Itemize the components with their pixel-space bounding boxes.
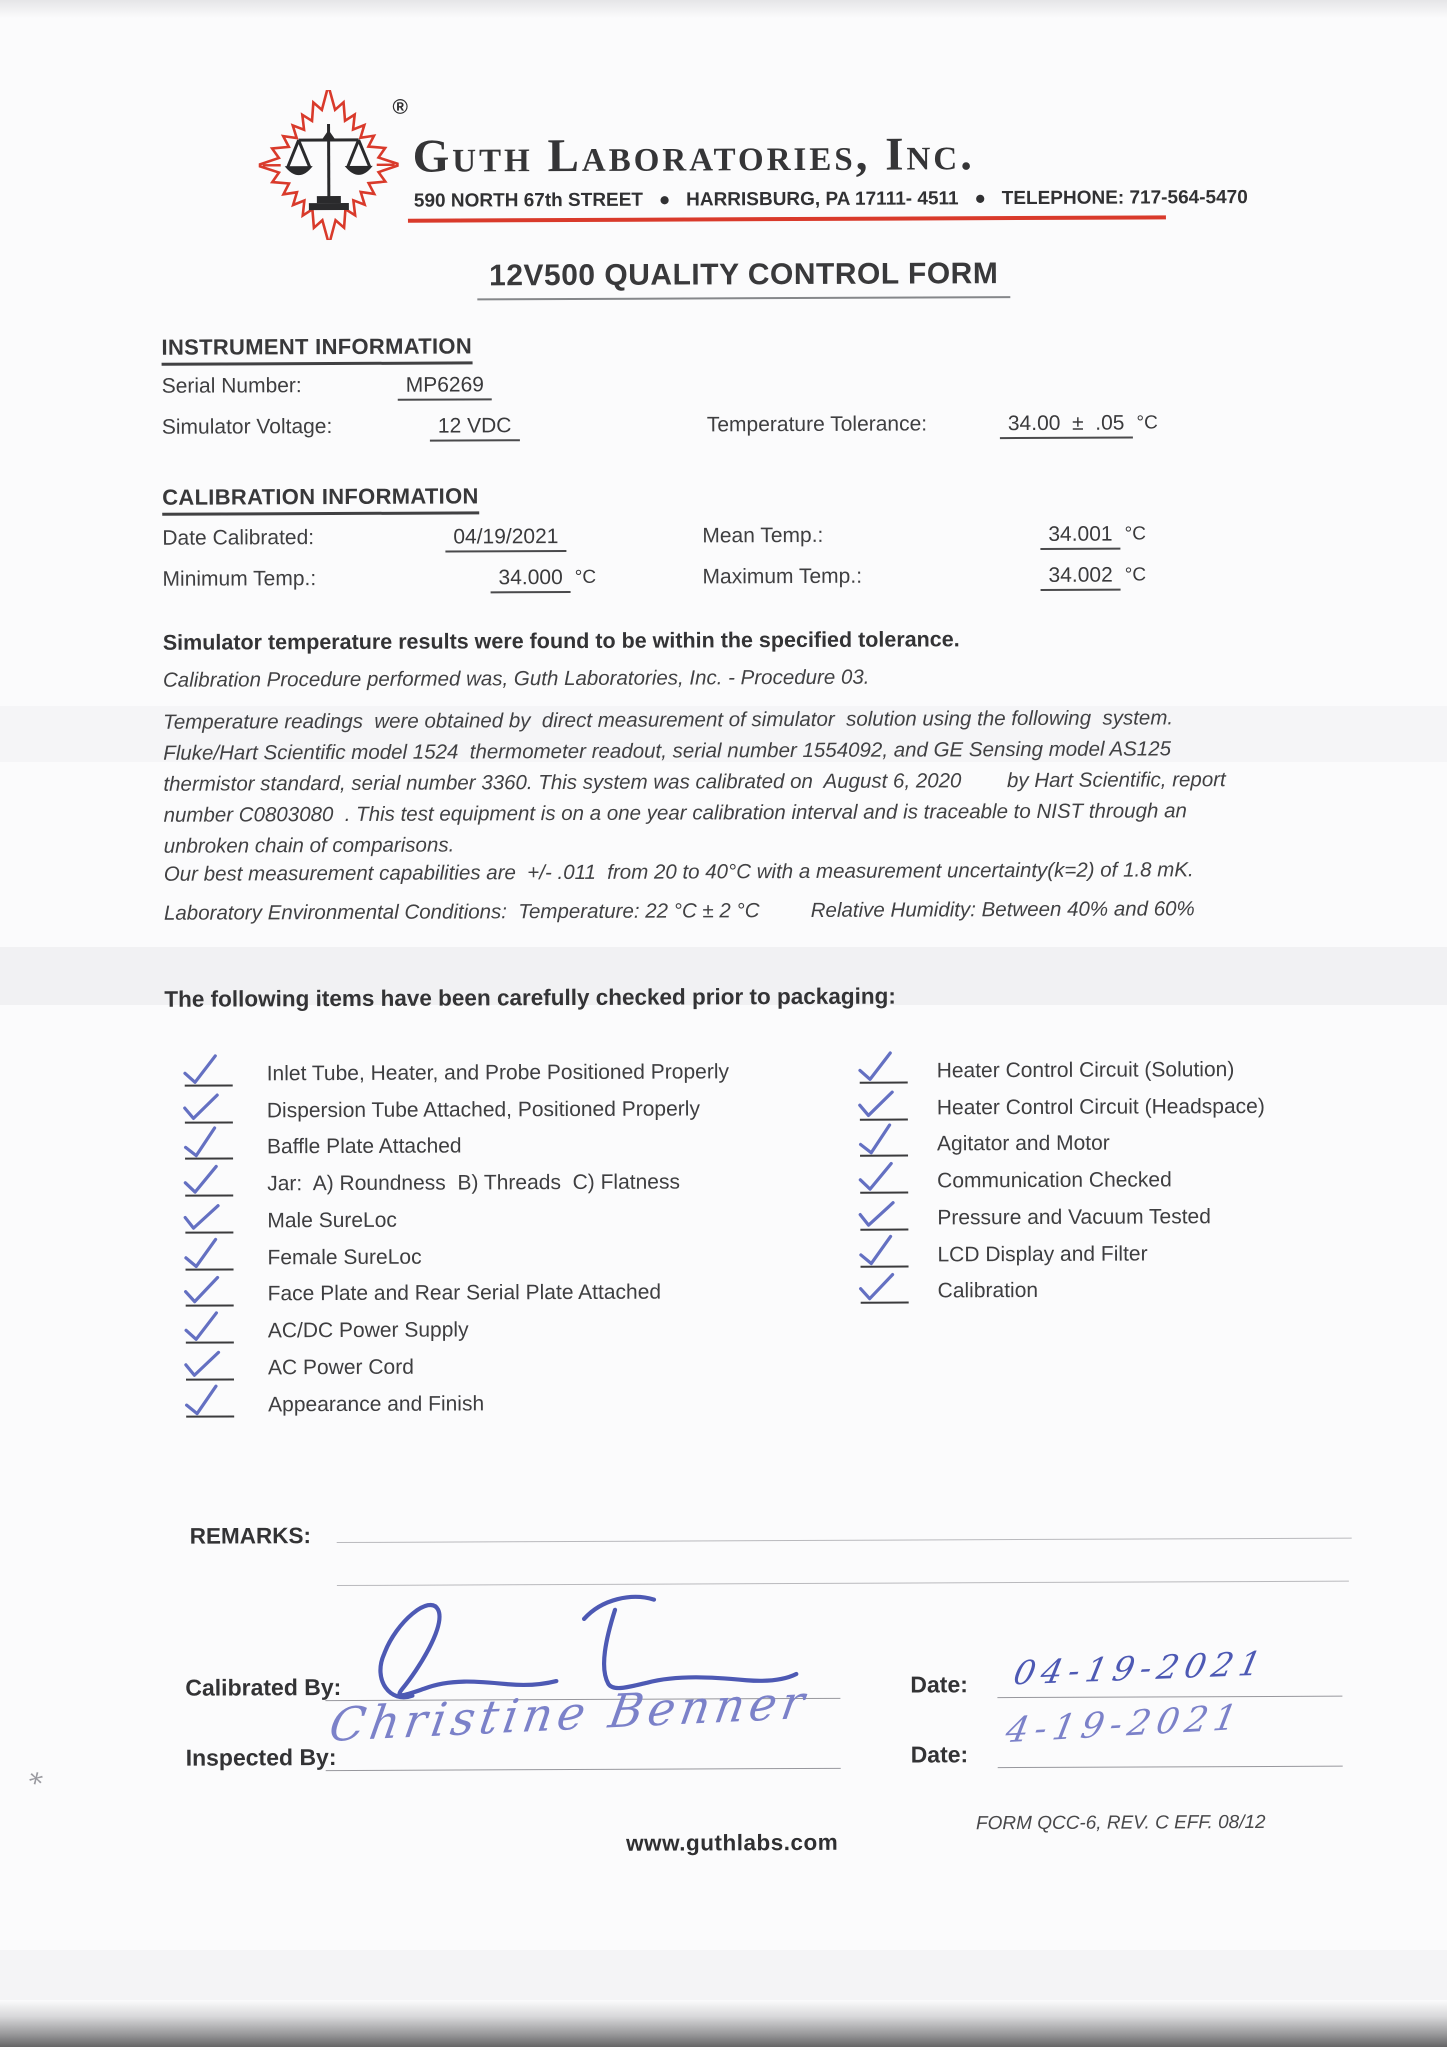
inspected-date-line (998, 1766, 1343, 1769)
checkbox (173, 1054, 267, 1091)
company-name: Guth Laboratories, Inc. (413, 127, 975, 183)
checkmark-icon (180, 1310, 223, 1344)
calibrated-by-label: Calibrated By: (185, 1674, 341, 1702)
checkmark-icon (854, 1049, 897, 1083)
form-title: 12V500 QUALITY CONTROL FORM (451, 257, 1036, 301)
inspected-date-handwritten: 4-19-2021 (1002, 1698, 1246, 1751)
checklist-item-label: Inlet Tube, Heater, and Probe Positioned Properly (267, 1060, 729, 1091)
measurement-capabilities-statement: Our best measurement capabilities are +/- .011 from 20 to 40°C with a measurement uncertainty(k=2) of 1.8 mK. (164, 858, 1194, 886)
checkbox (857, 1162, 937, 1199)
method-line: thermistor standard, serial number 3360. This system was calibrated on August 6, 2020 by Hart Scientific, report (163, 763, 1413, 799)
checklist-item-label: Dispersion Tube Attached, Positioned Properly (267, 1097, 700, 1128)
checkmark-icon (855, 1088, 896, 1119)
inspected-date-label: Date: (911, 1741, 969, 1768)
checklist-item (173, 1236, 843, 1276)
checkbox (857, 1198, 937, 1235)
check-line (186, 1415, 234, 1417)
checklist-item-label: Male SureLoc (267, 1209, 397, 1239)
checklist-item (858, 1270, 1438, 1309)
mean-temp-value: 34.001 (1040, 523, 1120, 550)
checklist-item (173, 1089, 843, 1129)
checkbox (174, 1385, 268, 1422)
check-line (860, 1155, 908, 1157)
remarks-line (337, 1538, 1352, 1543)
checkmark-icon (182, 1275, 222, 1305)
company-address-line: 590 NORTH 67th STREET ● HARRISBURG, PA 17111- 4511 ● TELEPHONE: 717-564-5470 (414, 187, 1248, 213)
instrument-section-heading: INSTRUMENT INFORMATION (161, 333, 472, 365)
scan-artifact: * (24, 1767, 45, 1800)
registered-trademark-icon: ® (392, 96, 408, 120)
serial-number-value: MP6269 (398, 373, 492, 400)
calibration-section-heading: CALIBRATION INFORMATION (162, 483, 479, 515)
checkbox (857, 1051, 937, 1088)
maximum-temp-label: Maximum Temp.: (702, 565, 862, 590)
checkbox (173, 1128, 267, 1165)
maximum-temp-value: 34.002 (1040, 564, 1120, 591)
website-footer: www.guthlabs.com (626, 1830, 838, 1857)
check-line (186, 1305, 234, 1307)
checklist-item (857, 1196, 1437, 1235)
check-line (185, 1158, 233, 1160)
minimum-temp-unit: °C (571, 567, 596, 588)
checkmark-icon (179, 1052, 222, 1086)
check-line (185, 1084, 233, 1086)
checkbox (173, 1091, 267, 1128)
checkbox (857, 1235, 937, 1272)
checklist-item-label: Calibration (938, 1279, 1039, 1308)
check-line (186, 1268, 234, 1270)
inspected-by-signature: Christine Benner (326, 1675, 814, 1752)
letterhead-red-rule (408, 215, 1166, 222)
checklist-item-label: Baffle Plate Attached (267, 1135, 462, 1165)
temperature-tolerance-unit: °C (1132, 412, 1157, 433)
check-line (186, 1341, 234, 1343)
checklist-item (857, 1159, 1437, 1198)
check-line (185, 1231, 233, 1233)
checklist-left-column (173, 1052, 845, 1422)
check-line (860, 1192, 908, 1194)
environmental-conditions-statement: Laboratory Environmental Conditions: Temperature: 22 °C ± 2 °C Relative Humidity: Between 40% and 60% (164, 897, 1195, 925)
checkmark-icon (180, 1382, 224, 1418)
checklist-item (174, 1272, 844, 1312)
checklist-item-label: Pressure and Vacuum Tested (937, 1205, 1211, 1235)
checkbox (174, 1312, 268, 1349)
mean-temp-unit: °C (1121, 523, 1146, 544)
checklist-item (174, 1383, 844, 1423)
checklist-item-label: Heater Control Circuit (Headspace) (937, 1094, 1265, 1124)
checkmark-icon (180, 1163, 222, 1196)
checkmark-icon (855, 1160, 897, 1193)
form-revision-reference: FORM QCC-6, REV. C EFF. 08/12 (976, 1812, 1266, 1835)
method-line: number C0803080 . This test equipment is on a one year calibration interval and is traceable to NIST through an (163, 794, 1413, 830)
checklist-item-label: Appearance and Finish (268, 1392, 484, 1422)
date-calibrated-label: Date Calibrated: (162, 526, 314, 551)
checkbox (174, 1275, 268, 1312)
checklist-item (857, 1233, 1437, 1272)
checklist-item-label: Heater Control Circuit (Solution) (937, 1058, 1235, 1088)
checkmark-icon (180, 1235, 224, 1270)
tolerance-result-statement: Simulator temperature results were found to be within the specified tolerance. (163, 627, 960, 655)
checklist-item-label: AC Power Cord (268, 1355, 414, 1385)
guth-labs-logo (258, 90, 399, 241)
checkbox (173, 1201, 267, 1238)
checkbox (858, 1272, 938, 1309)
checkmark-icon (179, 1125, 224, 1162)
check-line (860, 1118, 908, 1120)
checklist-heading: The following items have been carefully checked prior to packaging: (164, 984, 896, 1013)
calibrated-date-line (997, 1696, 1342, 1699)
checkmark-icon (857, 1272, 897, 1302)
checklist-item (174, 1309, 844, 1349)
inspected-by-label: Inspected By: (186, 1744, 337, 1772)
minimum-temp-label: Minimum Temp.: (162, 567, 316, 592)
checklist-item-label: Face Plate and Rear Serial Plate Attached (268, 1281, 662, 1312)
checkmark-icon (854, 1122, 899, 1159)
check-line (185, 1194, 233, 1196)
check-line (861, 1302, 909, 1304)
checkmark-icon (180, 1091, 221, 1122)
checklist-item (173, 1162, 843, 1202)
temperature-tolerance-value: 34.00 ± .05 (1000, 412, 1133, 440)
checklist-item (173, 1199, 843, 1239)
temperature-tolerance-label: Temperature Tolerance: (707, 412, 927, 437)
measurement-method-paragraph (163, 701, 1414, 861)
checkbox (857, 1125, 937, 1162)
check-line (860, 1081, 908, 1083)
serial-number-label: Serial Number: (162, 374, 302, 399)
checklist-item-label: AC/DC Power Supply (268, 1318, 469, 1348)
checklist-item-label: Communication Checked (937, 1168, 1172, 1198)
procedure-statement: Calibration Procedure performed was, Guth Laboratories, Inc. - Procedure 03. (163, 666, 870, 693)
maximum-temp-unit: °C (1121, 564, 1146, 585)
checklist-item (173, 1125, 843, 1165)
checklist-item (857, 1086, 1437, 1125)
checkmark-icon (855, 1232, 899, 1267)
checklist-item-label: LCD Display and Filter (937, 1242, 1147, 1272)
check-line (186, 1378, 234, 1380)
check-line (185, 1121, 233, 1123)
checklist-right-column (857, 1049, 1438, 1309)
method-line: Fluke/Hart Scientific model 1524 thermometer readout, serial number 1554092, and GE Sensing model AS125 (163, 732, 1413, 768)
mean-temp-label: Mean Temp.: (702, 524, 823, 549)
checkbox (174, 1348, 268, 1385)
checkbox (173, 1165, 267, 1202)
checkbox (857, 1088, 937, 1125)
checkbox (173, 1238, 267, 1275)
checklist-item (174, 1346, 844, 1386)
checklist-item-label: Jar: A) Roundness B) Threads C) Flatness (267, 1171, 680, 1202)
simulator-voltage-value: 12 VDC (430, 414, 520, 441)
checklist-item-label: Agitator and Motor (937, 1132, 1110, 1162)
checklist-item (857, 1123, 1437, 1162)
inspected-signature-line (326, 1768, 841, 1771)
checkmark-icon (855, 1197, 897, 1230)
method-line: Temperature readings were obtained by direct measurement of simulator solution using the following system. (163, 701, 1413, 737)
calibrated-date-label: Date: (910, 1671, 968, 1698)
check-line (860, 1228, 908, 1230)
remarks-label: REMARKS: (190, 1523, 311, 1550)
simulator-voltage-label: Simulator Voltage: (162, 415, 333, 440)
date-calibrated-value: 04/19/2021 (445, 525, 566, 553)
minimum-temp-value: 34.000 (490, 566, 570, 593)
checklist-item (857, 1049, 1437, 1088)
checklist-item-label: Female SureLoc (267, 1245, 421, 1275)
check-line (861, 1265, 909, 1267)
method-line: unbroken chain of comparisons. (164, 825, 1414, 861)
checkmark-icon (180, 1200, 222, 1233)
calibrated-date-handwritten: 04-19-2021 (1010, 1644, 1270, 1693)
checkmark-icon (181, 1347, 222, 1379)
checklist-item (173, 1052, 843, 1092)
